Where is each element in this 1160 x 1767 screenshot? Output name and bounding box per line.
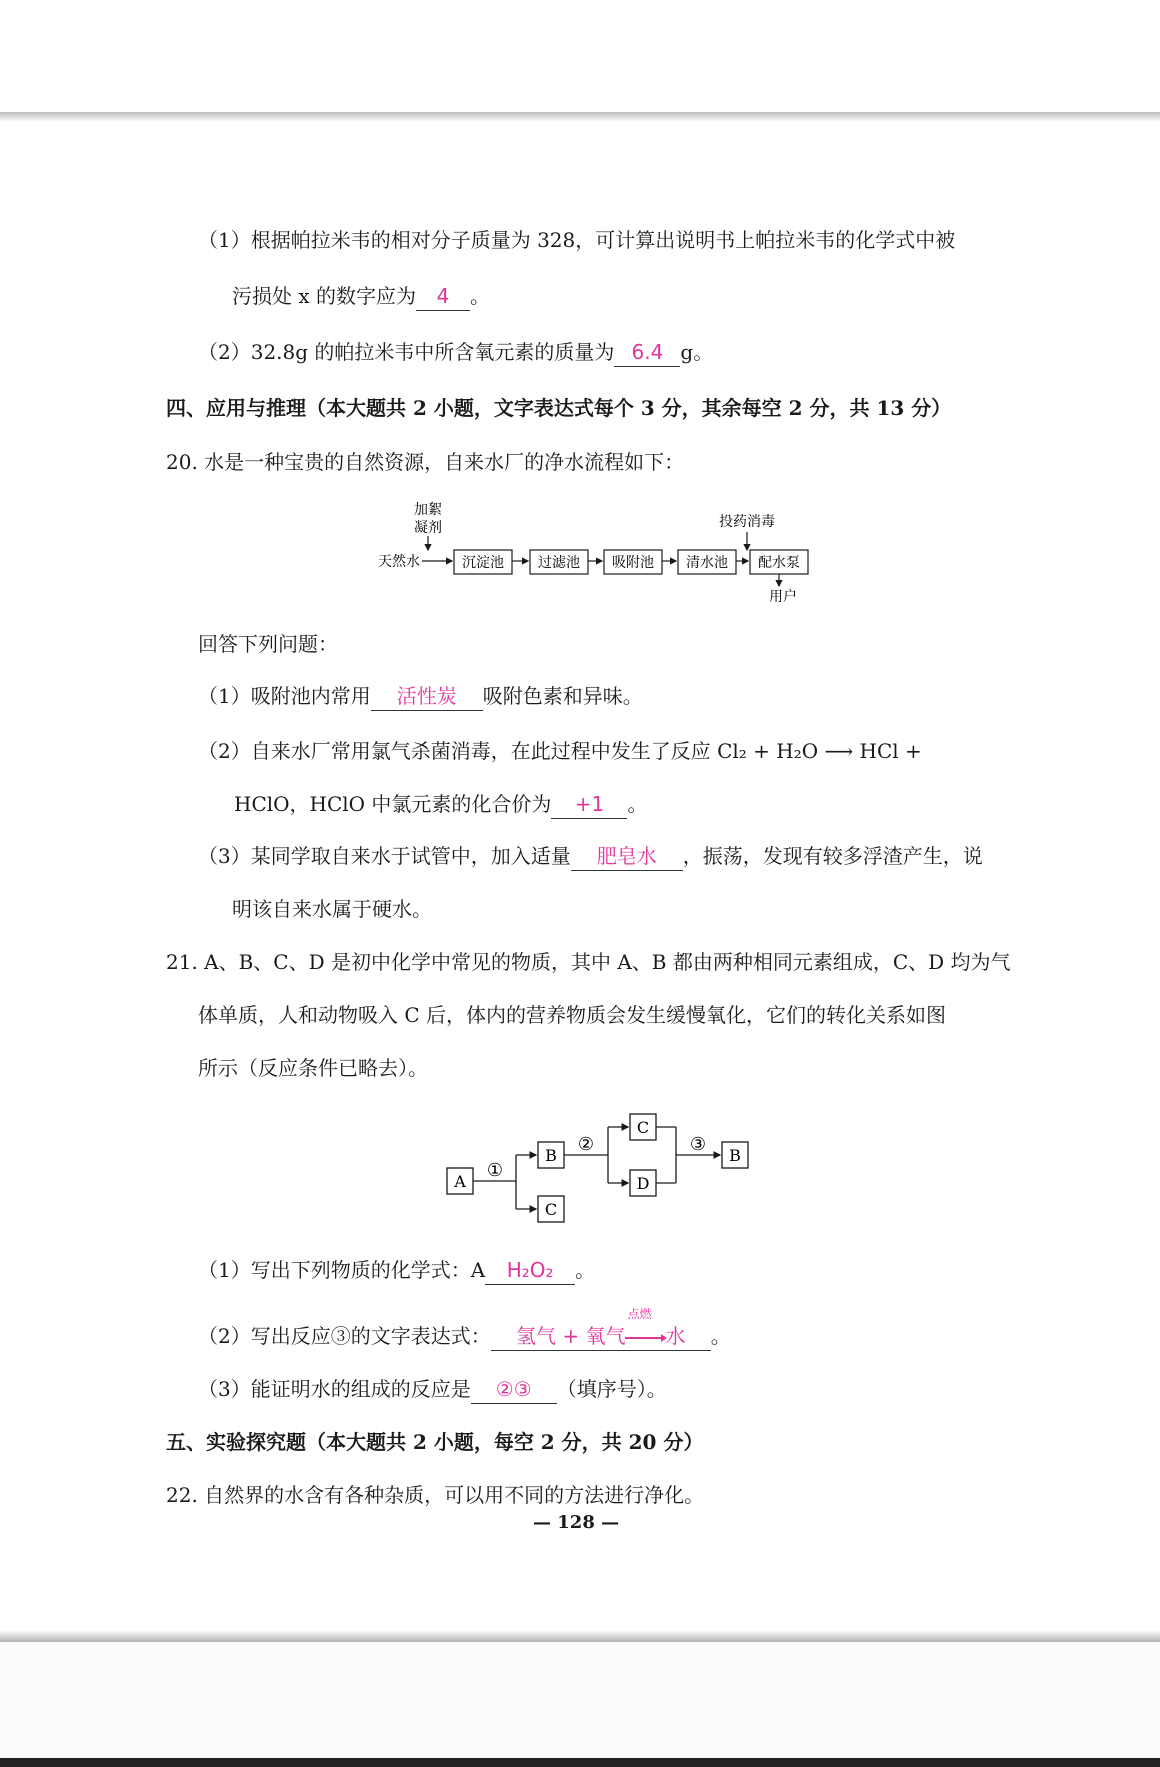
q21-part3: （3）能证明水的组成的反应是 ②③ （填序号）。 [198,1375,667,1404]
bottom-margin [0,1642,1160,1758]
q19-part1-line2: 污损处 x 的数字应为 4 。 [232,282,490,311]
step-3-label: ③ [689,1134,707,1155]
q19-part1-line1: （1）根据帕拉米韦的相对分子质量为 328，可计算出说明书上帕拉米韦的化学式中被 [198,228,956,252]
flow-step: 过滤池 [538,555,580,571]
q21-part1: （1）写出下列物质的化学式：A H₂O₂ 。 [198,1256,595,1285]
node-B: B [545,1146,557,1165]
section4-heading: 四、应用与推理（本大题共 2 小题，文字表达式每个 3 分，其余每空 2 分，共 13 分） [166,396,952,420]
step-2-label: ② [577,1134,595,1155]
flow-step: 配水泵 [758,555,800,571]
top-margin [0,0,1160,116]
flow-input: 天然水 [378,554,420,570]
page-top-shadow [0,112,1160,122]
q20-part3-line2: 明该自来水属于硬水。 [232,897,432,921]
q21-part2: （2）写出反应③的文字表达式： 氢气 + 氧气 点燃 水 。 [198,1322,731,1351]
flow-step: 清水池 [686,555,728,571]
q21-stem-line1: 21. A、B、C、D 是初中化学中常见的物质，其中 A、B 都由两种相同元素组成，C、D 均为气 [166,950,1011,974]
bottom-bar [0,1758,1160,1767]
answer-blank: H₂O₂ [485,1256,575,1285]
q21-stem-line3: 所示（反应条件已略去）。 [198,1056,428,1080]
flow-step: 沉淀池 [462,555,504,571]
q20-part1: （1）吸附池内常用 活性炭 吸附色素和异味。 [198,682,643,711]
q19-part2: （2）32.8g 的帕拉米韦中所含氧元素的质量为 6.4 g。 [198,338,713,367]
answer-blank: 氢气 + 氧气 点燃 水 [491,1322,711,1351]
step-1-label: ① [486,1160,504,1181]
q21-stem-line2: 体单质，人和动物吸入 C 后，体内的营养物质会发生缓慢氧化，它们的转化关系如图 [198,1003,947,1027]
answer-blank: 6.4 [614,338,680,367]
q20-stem: 20. 水是一种宝贵的自然资源，自来水厂的净水流程如下： [166,450,685,474]
page-bottom-shadow [0,1630,1160,1642]
answer-blank: 肥皂水 [571,842,683,871]
section5-heading: 五、实验探究题（本大题共 2 小题，每空 2 分，共 20 分） [166,1430,704,1454]
page-number: — 128 — [533,1512,620,1533]
node-C: C [636,1118,650,1137]
additive2-label: 投药消毒 [719,514,775,530]
q22-stem: 22. 自然界的水含有各种杂质，可以用不同的方法进行净化。 [166,1483,705,1507]
additive1-label: 凝剂 [414,520,442,536]
q20-part2-line1: （2）自来水厂常用氯气杀菌消毒，在此过程中发生了反应 Cl₂ + H₂O ⟶ HCl + [198,739,922,763]
q20-part3-line1: （3）某同学取自来水于试管中，加入适量 肥皂水 ，振荡，发现有较多浮渣产生，说 [198,842,983,871]
q20-intro: 回答下列问题： [198,632,338,656]
substance-conversion-diagram [440,1108,760,1228]
node-A: A [454,1172,466,1191]
answer-blank: ②③ [471,1375,557,1404]
node-D: D [636,1174,650,1193]
flow-step: 吸附池 [612,555,654,571]
additive1-label: 加絮 [414,502,442,518]
q20-part2-line2: HClO，HClO 中氯元素的化合价为 +1 。 [234,790,647,819]
answer-blank: 活性炭 [371,682,483,711]
node-B: B [729,1146,741,1165]
answer-blank: +1 [551,790,627,819]
flow-output: 用户 [769,589,797,605]
answer-blank: 4 [416,282,470,311]
node-C: C [544,1200,558,1219]
water-treatment-flowchart [378,498,818,608]
